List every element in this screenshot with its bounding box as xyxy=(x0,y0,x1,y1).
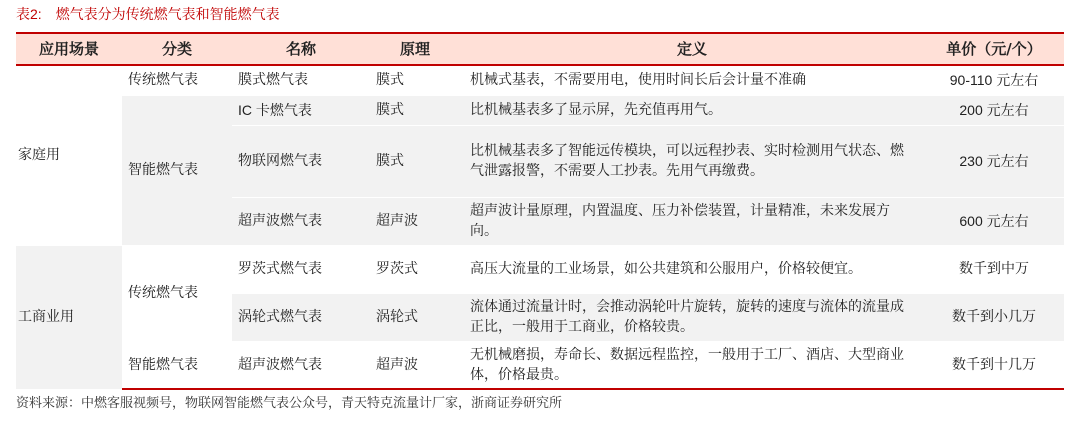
definition-cell: 无机械磨损，寿命长、数据远程监控，一般用于工厂、酒店、大型商业体，价格最贵。 xyxy=(460,341,924,389)
name-cell: 超声波燃气表 xyxy=(232,341,370,389)
scene-cell-industry: 工商业用 xyxy=(16,245,122,389)
category-cell: 传统燃气表 xyxy=(122,65,232,95)
principle-cell: 超声波 xyxy=(370,197,460,245)
name-cell: 超声波燃气表 xyxy=(232,197,370,245)
table-row xyxy=(16,245,1064,293)
table-header-row xyxy=(16,33,1064,65)
table-caption xyxy=(16,4,280,24)
header-name: 名称 xyxy=(232,33,370,65)
name-cell: 膜式燃气表 xyxy=(232,65,370,95)
principle-cell: 涡轮式 xyxy=(370,293,460,341)
definition-cell: 机械式基表，不需要用电，使用时间长后会计量不准确 xyxy=(460,65,924,95)
category-cell: 智能燃气表 xyxy=(122,341,232,389)
header-price: 单价（元/个） xyxy=(924,33,1064,65)
price-cell: 数千到小几万 xyxy=(924,293,1064,341)
price-cell: 230 元左右 xyxy=(924,125,1064,197)
table-number: 表2: xyxy=(16,6,42,22)
name-cell: IC 卡燃气表 xyxy=(232,95,370,125)
definition-cell: 比机械基表多了智能远传模块，可以远程抄表、实时检测用气状态、燃气泄露报警，不需要人工抄表。先用气再缴费。 xyxy=(460,125,924,197)
principle-cell: 超声波 xyxy=(370,341,460,389)
price-cell: 200 元左右 xyxy=(924,95,1064,125)
header-definition: 定义 xyxy=(460,33,924,65)
category-cell: 智能燃气表 xyxy=(122,95,232,245)
header-principle: 原理 xyxy=(370,33,460,65)
name-cell: 罗茨式燃气表 xyxy=(232,245,370,293)
definition-cell: 流体通过流量计时，会推动涡轮叶片旋转，旋转的速度与流体的流量成正比，一般用于工商业，价格较贵。 xyxy=(460,293,924,341)
table-row xyxy=(16,95,1064,125)
price-cell: 数千到十几万 xyxy=(924,341,1064,389)
scene-cell-home: 家庭用 xyxy=(16,65,122,245)
price-cell: 数千到中万 xyxy=(924,245,1064,293)
category-cell: 传统燃气表 xyxy=(122,245,232,341)
header-category: 分类 xyxy=(122,33,232,65)
table-row xyxy=(16,65,1064,95)
name-cell: 涡轮式燃气表 xyxy=(232,293,370,341)
gas-meter-table xyxy=(16,32,1064,390)
principle-cell: 膜式 xyxy=(370,65,460,95)
source-note: 资料来源：中燃客服视频号，物联网智能燃气表公众号，青天特克流量计厂家，浙商证券研究所 xyxy=(16,396,563,411)
price-cell: 90-110 元左右 xyxy=(924,65,1064,95)
price-cell: 600 元左右 xyxy=(924,197,1064,245)
definition-cell: 高压大流量的工业场景，如公共建筑和公服用户，价格较便宜。 xyxy=(460,245,924,293)
table-row xyxy=(16,341,1064,389)
principle-cell: 膜式 xyxy=(370,95,460,125)
header-scene: 应用场景 xyxy=(16,33,122,65)
name-cell: 物联网燃气表 xyxy=(232,125,370,197)
principle-cell: 罗茨式 xyxy=(370,245,460,293)
table-title: 燃气表分为传统燃气表和智能燃气表 xyxy=(55,7,280,23)
principle-cell: 膜式 xyxy=(370,125,460,197)
definition-cell: 比机械基表多了显示屏，先充值再用气。 xyxy=(460,95,924,125)
definition-cell: 超声波计量原理，内置温度、压力补偿装置，计量精准，未来发展方向。 xyxy=(460,197,924,245)
